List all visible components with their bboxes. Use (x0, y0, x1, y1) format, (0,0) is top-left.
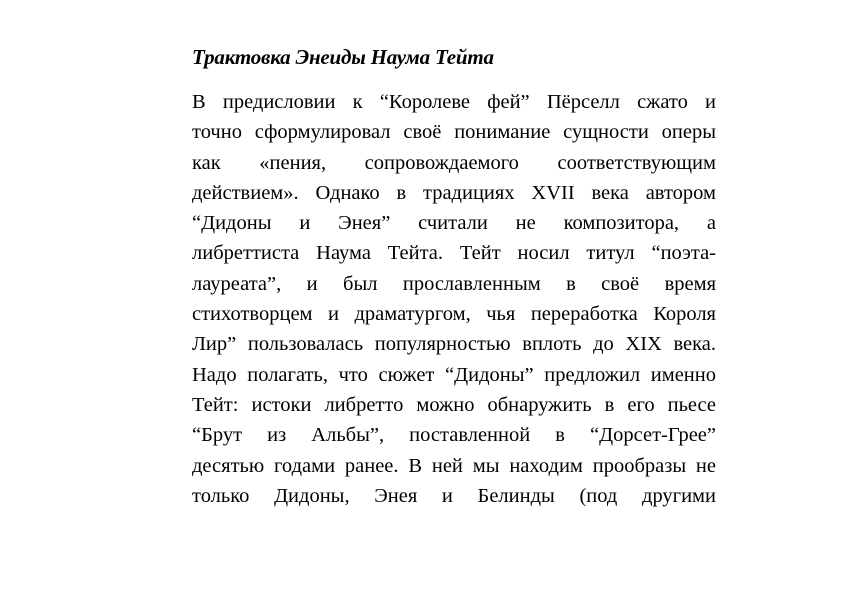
text-line: Тейт: истоки либретто можно обнаружить в его пьесе (192, 393, 716, 416)
text-line: В предисловии к “Королеве фей” Пёрселл сжато и (192, 91, 716, 113)
text-line: “Дидоны и Энея” считали не композитора, а (192, 212, 716, 235)
text-line: десятью годами ранее. В ней мы находим прообразы не (192, 454, 716, 477)
text-line: “Брут из Альбы”, поставленной в “Дорсет-Грее” (192, 424, 716, 447)
text-line: либреттиста Наума Тейта. Тейт носил титул “поэта- (192, 242, 716, 265)
section-title: Трактовка Энеиды Наума Тейта (192, 45, 494, 69)
text-line: Лир” пользовалась популярностью вплоть до XIX века. (192, 333, 716, 356)
text-line: стихотворцем и драматургом, чья переработка Короля (192, 303, 716, 326)
text-line: лауреата”, и был прославленным в своё время (192, 272, 716, 295)
body-paragraph (192, 87, 716, 511)
text-line: Надо полагать, что сюжет “Дидоны” предложил именно (192, 363, 716, 386)
text-line: как «пения, сопровождаемого соответствующим (192, 151, 716, 174)
text-line: действием». Однако в традициях XVII века автором (192, 181, 716, 204)
text-line: только Дидоны, Энея и Белинды (под другими (192, 484, 716, 507)
text-line: точно сформулировал своё понимание сущности оперы (192, 121, 716, 144)
